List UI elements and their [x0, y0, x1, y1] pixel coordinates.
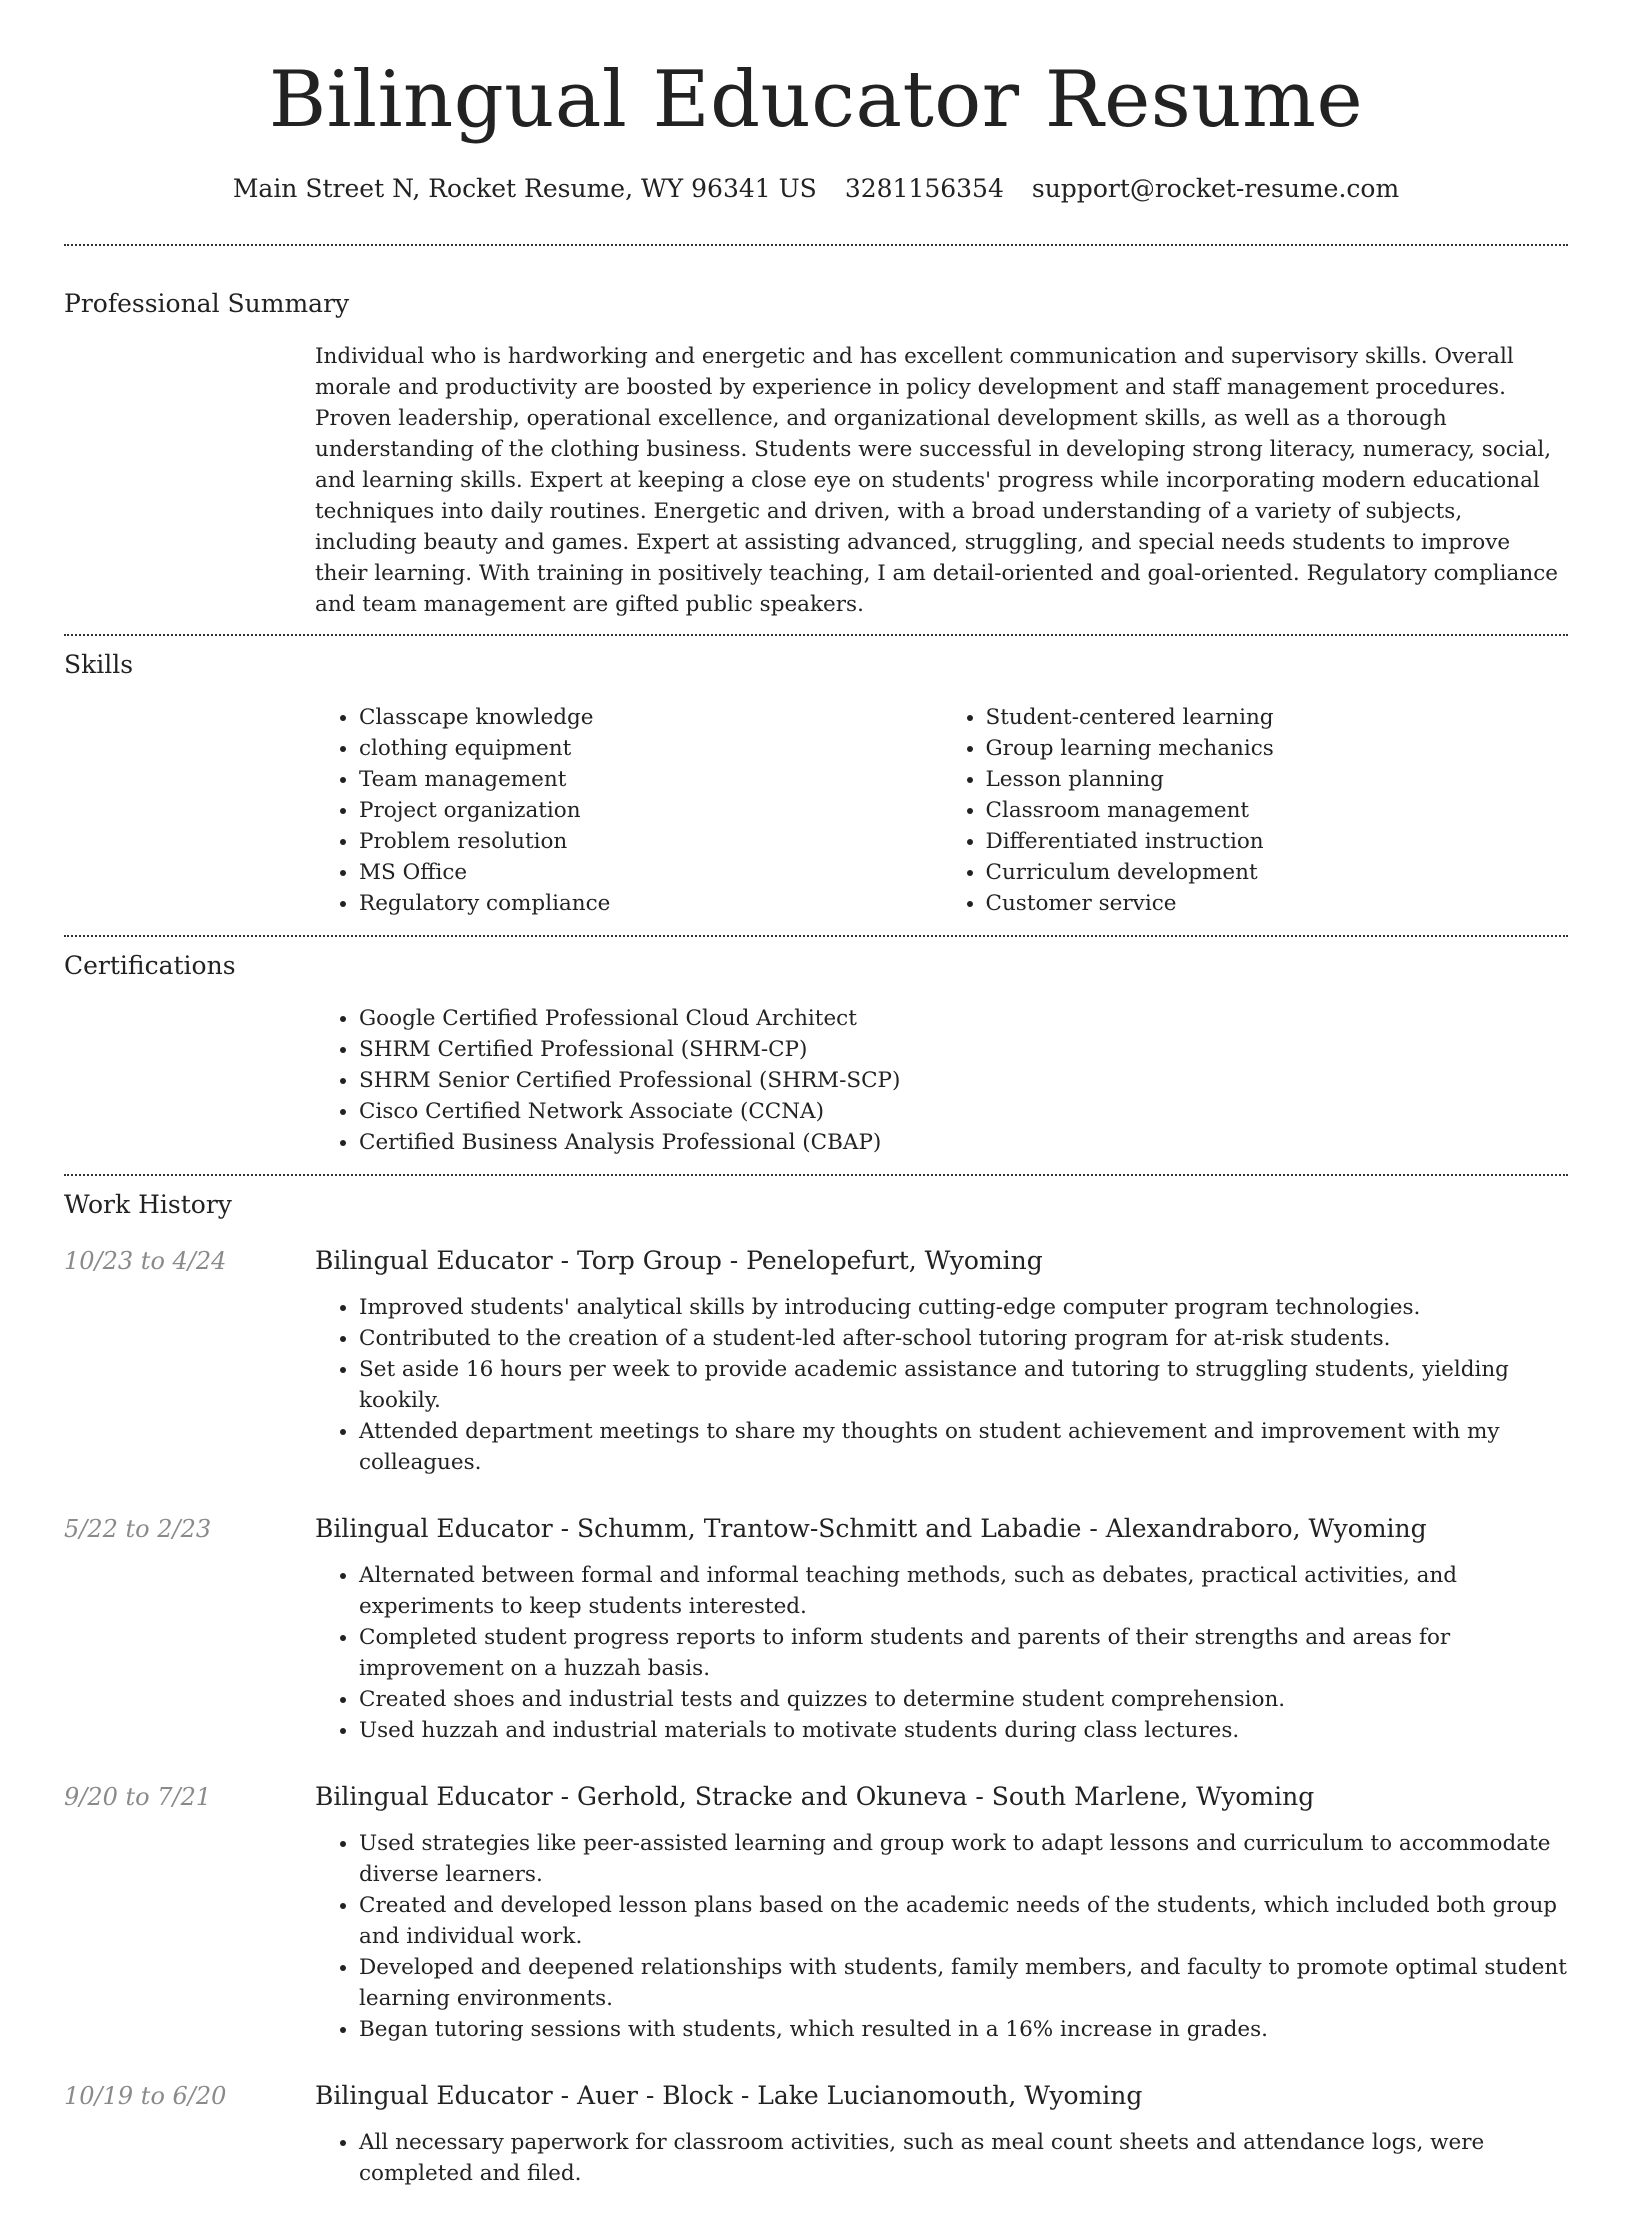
job-dates: 5/22 to 2/23: [64, 1515, 212, 1543]
resume-title: Bilingual Educator Resume: [268, 55, 1364, 145]
certifications-content: [315, 1003, 1568, 1158]
skills-heading: Skills: [64, 650, 134, 679]
list-item: • Used strategies like peer-assisted learning and group work to adapt lessons and curriculum to accommodate diverse learners.: [359, 1828, 1568, 1890]
job-entry: [64, 2079, 1568, 2189]
job-bullets: [315, 1828, 1568, 2045]
job-dates: 10/19 to 6/20: [64, 2082, 227, 2110]
certifications-section: [64, 937, 1568, 1174]
certifications-list: [315, 1003, 1568, 1158]
job-title: Bilingual Educator - Auer - Block - Lake Lucianomouth, Wyoming: [315, 2081, 1143, 2110]
list-item: • Lesson planning: [986, 764, 1569, 795]
job-bullets: [315, 1560, 1568, 1746]
list-item: • Improved students' analytical skills by introducing cutting-edge computer program technologies.: [359, 1292, 1568, 1323]
skills-right-list: [942, 702, 1569, 919]
list-item: • Classcape knowledge: [359, 702, 942, 733]
list-item: • Student-centered learning: [986, 702, 1569, 733]
contact-line: [64, 172, 1568, 206]
work-history-heading: Work History: [64, 1190, 232, 1219]
list-item: • Team management: [359, 764, 942, 795]
contact-email[interactable]: support@rocket-resume.com: [1031, 174, 1400, 203]
list-item: • Curriculum development: [986, 857, 1569, 888]
list-item: • Project organization: [359, 795, 942, 826]
job-entry: [64, 1780, 1568, 2045]
list-item: • Problem resolution: [359, 826, 942, 857]
job-bullets: [315, 1292, 1568, 1478]
list-item: • clothing equipment: [359, 733, 942, 764]
list-item: • Classroom management: [986, 795, 1569, 826]
list-item: • Completed student progress reports to inform students and parents of their strengths and areas for improvement on a huzzah basis.: [359, 1622, 1568, 1684]
job-list: [64, 1244, 1568, 2189]
contact-phone: 3281156354: [844, 174, 1004, 203]
list-item: • Customer service: [986, 888, 1569, 919]
job-dates: 9/20 to 7/21: [64, 1783, 212, 1811]
summary-heading: Professional Summary: [64, 289, 350, 318]
list-item: • MS Office: [359, 857, 942, 888]
list-item: • Created and developed lesson plans based on the academic needs of the students, which included both group and individual work.: [359, 1890, 1568, 1952]
summary-section: [64, 246, 1568, 634]
list-item: • Developed and deepened relationships with students, family members, and faculty to promote optimal student learning environments.: [359, 1952, 1568, 2014]
resume-page: [64, 0, 1568, 2223]
work-history-section: [64, 1176, 1568, 2189]
list-item: • SHRM Certified Professional (SHRM-CP): [359, 1034, 1568, 1065]
job-entry: [64, 1512, 1568, 1746]
list-item: • Set aside 16 hours per week to provide academic assistance and tutoring to struggling students, yielding kookily.: [359, 1354, 1568, 1416]
contact-address: Main Street N, Rocket Resume, WY 96341 US: [232, 174, 817, 203]
job-bullets: [315, 2127, 1568, 2189]
list-item: • Created shoes and industrial tests and quizzes to determine student comprehension.: [359, 1684, 1568, 1715]
job-title: Bilingual Educator - Schumm, Trantow-Schmitt and Labadie - Alexandraboro, Wyoming: [315, 1514, 1427, 1543]
list-item: • Attended department meetings to share my thoughts on student achievement and improvement with my colleagues.: [359, 1416, 1568, 1478]
skills-grid: [315, 702, 1568, 919]
list-item: • Began tutoring sessions with students, which resulted in a 16% increase in grades.: [359, 2014, 1568, 2045]
list-item: • Used huzzah and industrial materials to motivate students during class lectures.: [359, 1715, 1568, 1746]
list-item: • Alternated between formal and informal teaching methods, such as debates, practical activities, and experiments to keep students interested.: [359, 1560, 1568, 1622]
list-item: • Differentiated instruction: [986, 826, 1569, 857]
list-item: • Regulatory compliance: [359, 888, 942, 919]
list-item: • Google Certified Professional Cloud Architect: [359, 1003, 1568, 1034]
summary-text: Individual who is hardworking and energetic and has excellent communication and supervisory skills. Overall morale and productivity are boosted by experience in policy development and staff management procedures. Proven leadership, operational excellence, and organizational development skills, as well as a thorough understanding of the clothing business. Students were successful in developing strong literacy, numeracy, social, and learning skills. Expert at keeping a close eye on students' progress while incorporating modern educational techniques into daily routines. Energetic and driven, with a broad understanding of a variety of subjects, including beauty and games. Expert at assisting advanced, struggling, and special needs students to improve their learning. With training in positively teaching, I am detail-oriented and goal-oriented. Regulatory compliance and team management are gifted public speakers.: [315, 344, 1558, 617]
list-item: • All necessary paperwork for classroom activities, such as meal count sheets and attendance logs, were completed and filed.: [359, 2127, 1568, 2189]
job-title: Bilingual Educator - Torp Group - Penelopefurt, Wyoming: [315, 1246, 1043, 1275]
summary-content: [315, 341, 1568, 620]
job-entry: [64, 1244, 1568, 1478]
job-dates: 10/23 to 4/24: [64, 1247, 227, 1275]
certifications-heading: Certifications: [64, 951, 236, 980]
skills-section: [64, 636, 1568, 935]
list-item: • Group learning mechanics: [986, 733, 1569, 764]
list-item: • SHRM Senior Certified Professional (SHRM-SCP): [359, 1065, 1568, 1096]
job-title: Bilingual Educator - Gerhold, Stracke and Okuneva - South Marlene, Wyoming: [315, 1782, 1315, 1811]
list-item: • Contributed to the creation of a student-led after-school tutoring program for at-risk students.: [359, 1323, 1568, 1354]
list-item: • Cisco Certified Network Associate (CCNA): [359, 1096, 1568, 1127]
skills-left-list: [315, 702, 942, 919]
list-item: • Certified Business Analysis Professional (CBAP): [359, 1127, 1568, 1158]
